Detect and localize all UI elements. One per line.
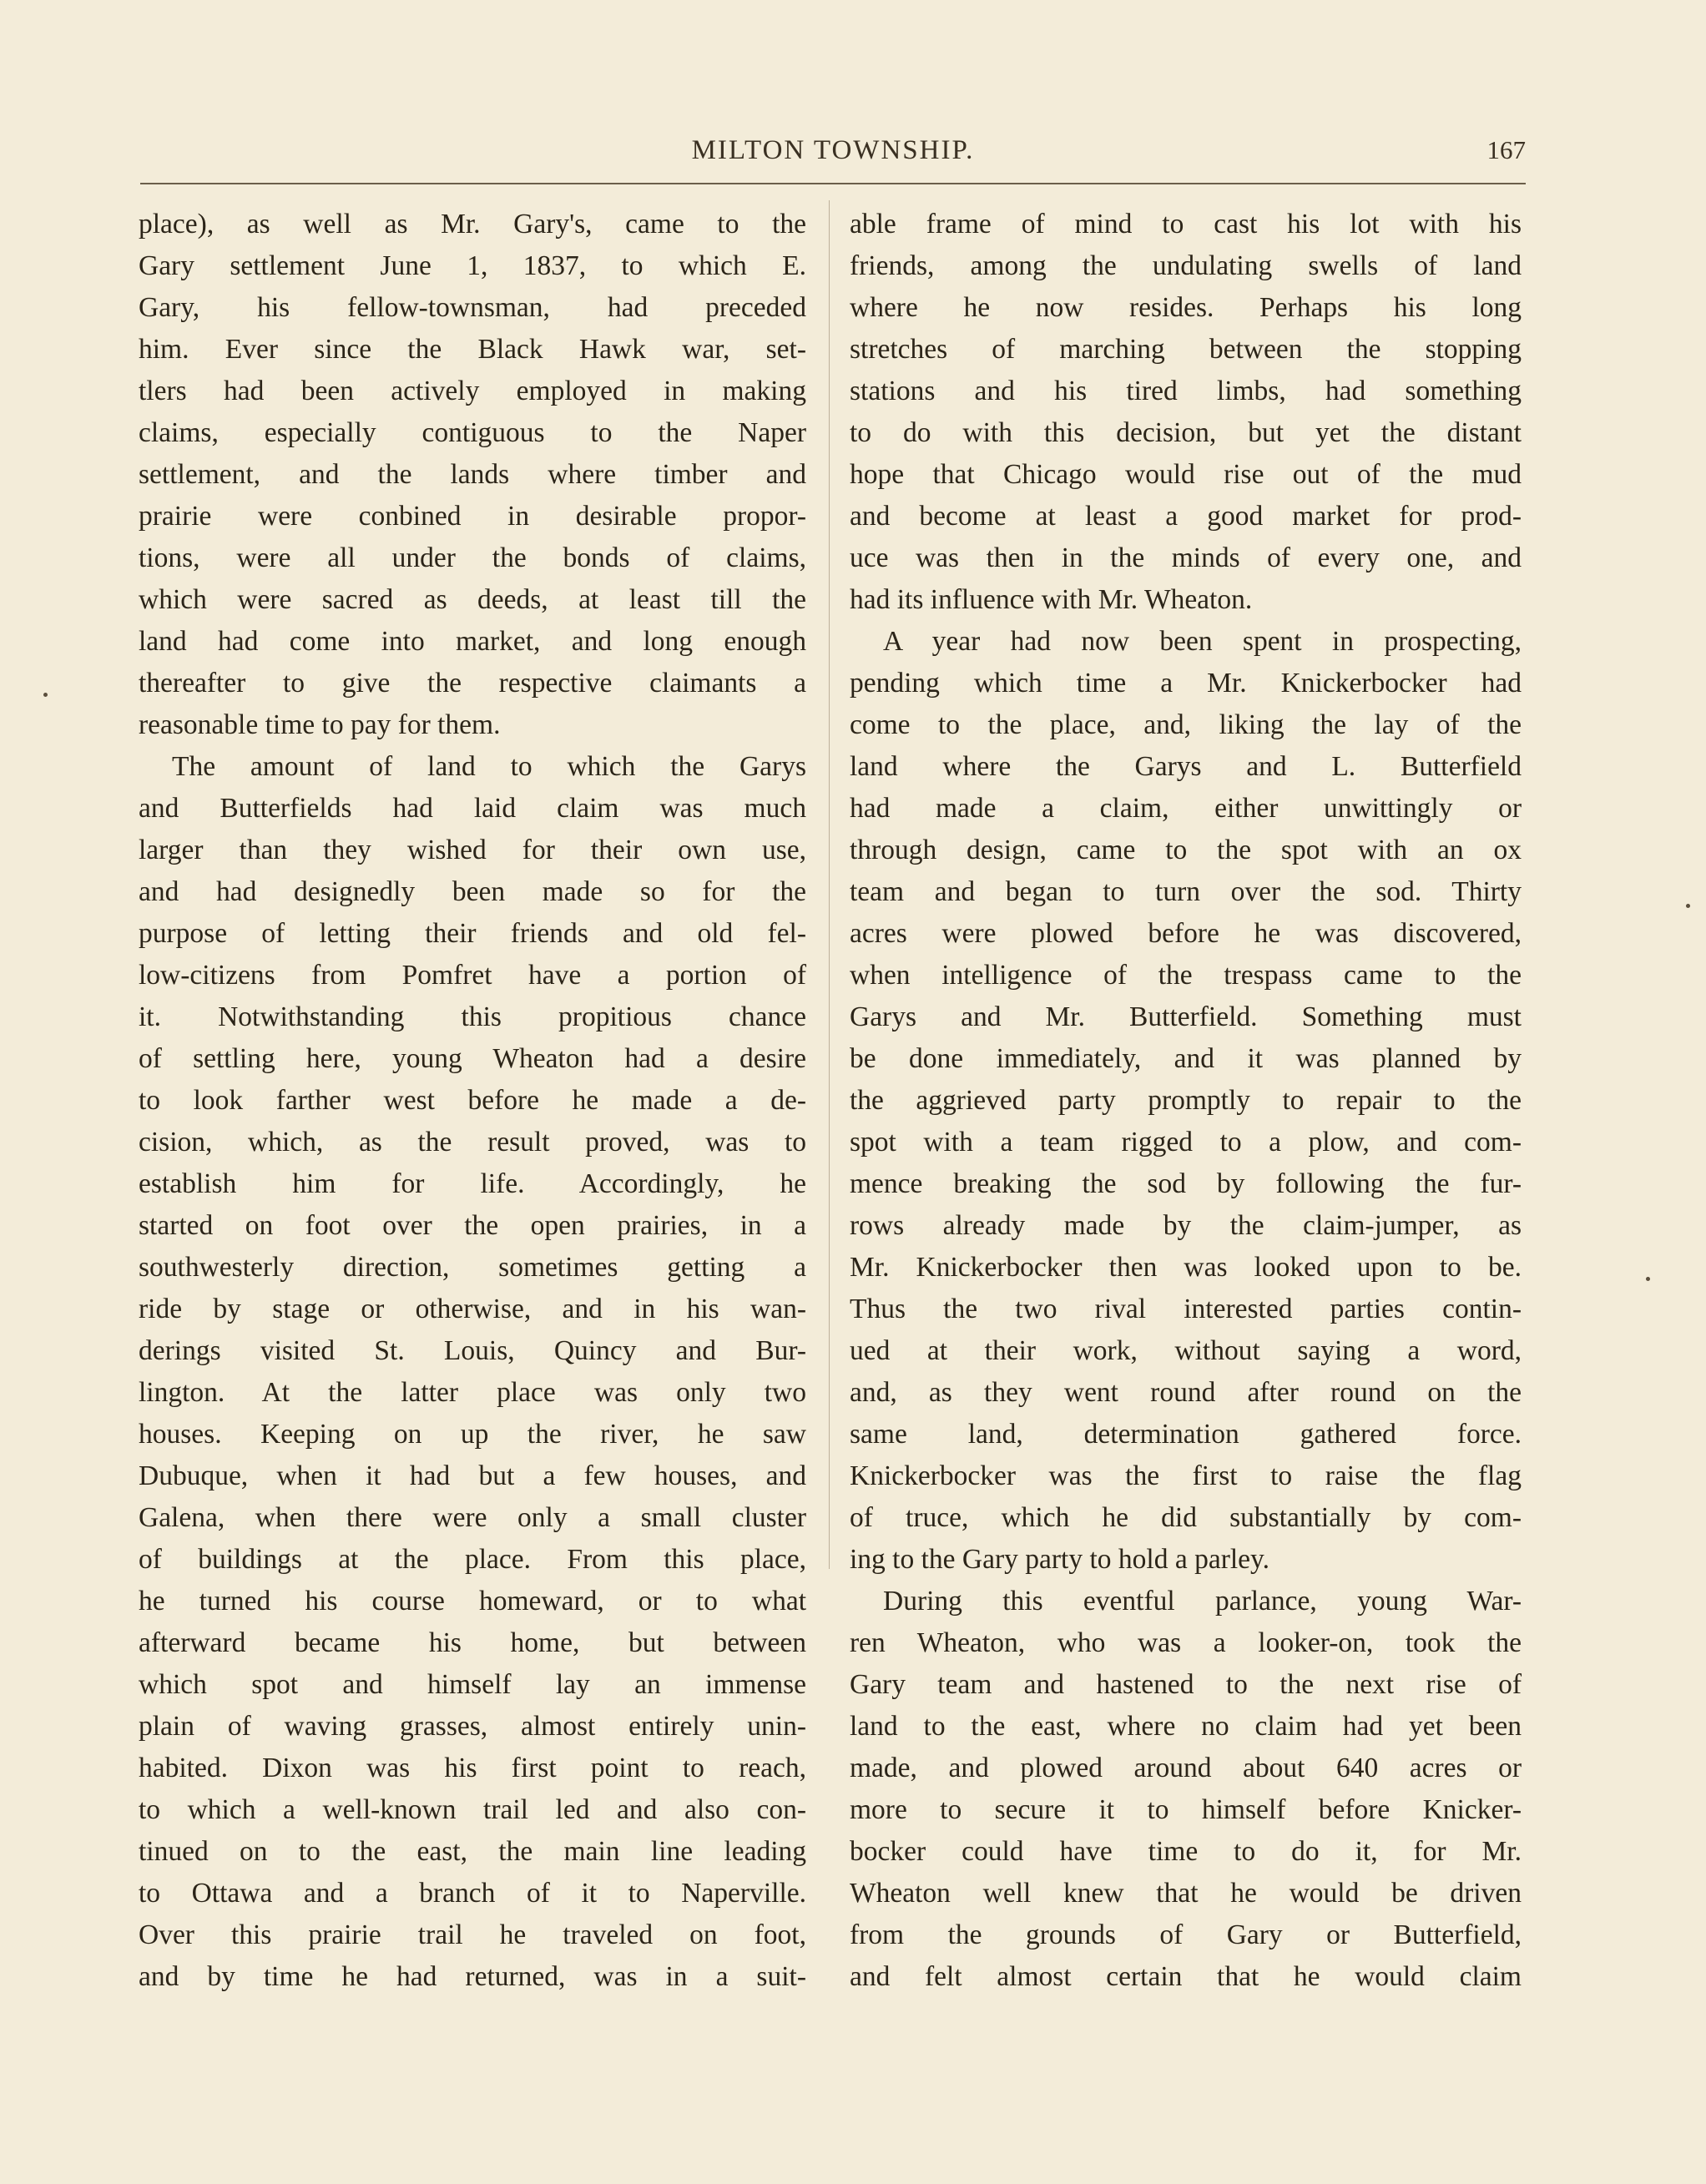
text-line: spot with a team rigged to a plow, and com- [850,1127,1522,1158]
page-header [140,135,1526,175]
text-line: habited. Dixon was his first point to reach, [139,1753,806,1783]
text-line: settlement, and the lands where timber and [139,459,806,490]
text-line: Thus the two rival interested parties contin- [850,1294,1522,1324]
text-line: During this eventful parlance, young War- [883,1586,1522,1617]
text-line: had made a claim, either unwittingly or [850,793,1522,824]
text-line: the aggrieved party promptly to repair to the [850,1085,1522,1116]
text-line: place), as well as Mr. Gary's, came to the [139,209,806,240]
text-line: where he now resides. Perhaps his long [850,292,1522,323]
text-line: to which a well-known trail led and also con- [139,1794,806,1825]
text-line: made, and plowed around about 640 acres or [850,1753,1522,1783]
text-line: ing to the Gary party to hold a parley. [850,1544,1269,1575]
text-line: and become at least a good market for prod- [850,501,1522,532]
text-line: Gary team and hastened to the next rise of [850,1669,1522,1700]
text-line: of truce, which he did substantially by com- [850,1502,1522,1533]
text-line: larger than they wished for their own use, [139,835,806,865]
text-line: plain of waving grasses, almost entirely unin- [139,1711,806,1742]
text-line: more to secure it to himself before Knicker- [850,1794,1522,1825]
text-line: A year had now been spent in prospecting, [883,626,1522,657]
text-line: come to the place, and, liking the lay of the [850,709,1522,740]
text-line: lington. At the latter place was only two [139,1377,806,1408]
text-line: low-citizens from Pomfret have a portion of [139,960,806,991]
paper-speck [43,693,48,697]
text-line: claims, especially contiguous to the Naper [139,417,806,448]
text-line: purpose of letting their friends and old fel- [139,918,806,949]
text-line: it. Notwithstanding this propitious chance [139,1001,806,1032]
text-line: ren Wheaton, who was a looker-on, took the [850,1627,1522,1658]
text-line: when intelligence of the trespass came to the [850,960,1522,991]
text-line: ued at their work, without saying a word, [850,1335,1522,1366]
text-line: and Butterfields had laid claim was much [139,793,806,824]
text-line: he turned his course homeward, or to what [139,1586,806,1617]
text-line: started on foot over the open prairies, in a [139,1210,806,1241]
text-line: The amount of land to which the Garys [172,751,806,782]
text-line: thereafter to give the respective claimants a [139,668,806,699]
text-line: mence breaking the sod by following the fur- [850,1168,1522,1199]
text-line: ride by stage or otherwise, and in his wan- [139,1294,806,1324]
text-line: and by time he had returned, was in a suit- [139,1961,806,1992]
text-line: rows already made by the claim-jumper, as [850,1210,1522,1241]
text-line: through design, came to the spot with an ox [850,835,1522,865]
text-line: and had designedly been made so for the [139,876,806,907]
text-line: hope that Chicago would rise out of the mud [850,459,1522,490]
text-line: prairie were conbined in desirable propor- [139,501,806,532]
text-line: Gary, his fellow-townsman, had preceded [139,292,806,323]
text-line: tinued on to the east, the main line leading [139,1836,806,1867]
text-line: reasonable time to pay for them. [139,709,501,740]
text-line: Galena, when there were only a small cluster [139,1502,806,1533]
text-line: to look farther west before he made a de- [139,1085,806,1116]
running-head: MILTON TOWNSHIP. [691,135,975,165]
text-line: Garys and Mr. Butterfield. Something must [850,1001,1522,1032]
text-line: establish him for life. Accordingly, he [139,1168,806,1199]
text-line: Mr. Knickerbocker then was looked upon to be. [850,1252,1522,1283]
column-divider [829,200,830,1569]
text-line: uce was then in the minds of every one, and [850,542,1522,573]
text-line: houses. Keeping on up the river, he saw [139,1419,806,1450]
text-line: had its influence with Mr. Wheaton. [850,584,1253,615]
text-line: and, as they went round after round on the [850,1377,1522,1408]
text-line: tions, were all under the bonds of claims, [139,542,806,573]
text-line: land where the Garys and L. Butterfield [850,751,1522,782]
text-line: which spot and himself lay an immense [139,1669,806,1700]
text-line: cision, which, as the result proved, was to [139,1127,806,1158]
text-line: team and began to turn over the sod. Thirty [850,876,1522,907]
text-line: same land, determination gathered force. [850,1419,1522,1450]
text-line: Over this prairie trail he traveled on foot, [139,1919,806,1950]
text-line: him. Ever since the Black Hawk war, set- [139,334,806,365]
text-line: Knickerbocker was the first to raise the flag [850,1460,1522,1491]
text-line: bocker could have time to do it, for Mr. [850,1836,1522,1867]
text-line: pending which time a Mr. Knickerbocker had [850,668,1522,699]
text-line: Gary settlement June 1, 1837, to which E. [139,250,806,281]
text-line: southwesterly direction, sometimes getting a [139,1252,806,1283]
text-line: from the grounds of Gary or Butterfield, [850,1919,1522,1950]
text-line: stations and his tired limbs, had something [850,376,1522,406]
text-line: be done immediately, and it was planned by [850,1043,1522,1074]
paper-speck [1646,1277,1650,1281]
text-line: land to the east, where no claim had yet been [850,1711,1522,1742]
text-line: to Ottawa and a branch of it to Naperville. [139,1878,806,1909]
text-line: land had come into market, and long enough [139,626,806,657]
text-line: derings visited St. Louis, Quincy and Bur- [139,1335,806,1366]
paper-speck [1686,904,1690,908]
text-line: of settling here, young Wheaton had a desire [139,1043,806,1074]
text-line: which were sacred as deeds, at least till the [139,584,806,615]
text-line: able frame of mind to cast his lot with his [850,209,1522,240]
header-rule [140,183,1526,184]
text-line: stretches of marching between the stopping [850,334,1522,365]
text-line: of buildings at the place. From this place, [139,1544,806,1575]
text-line: to do with this decision, but yet the distant [850,417,1522,448]
right-column [850,204,1522,1998]
text-line: and felt almost certain that he would claim [850,1961,1522,1992]
text-line: Wheaton well knew that he would be driven [850,1878,1522,1909]
text-line: acres were plowed before he was discovered, [850,918,1522,949]
left-column [139,204,806,1998]
text-line: friends, among the undulating swells of land [850,250,1522,281]
text-line: tlers had been actively employed in making [139,376,806,406]
text-line: afterward became his home, but between [139,1627,806,1658]
page-number: 167 [1486,135,1526,164]
text-line: Dubuque, when it had but a few houses, and [139,1460,806,1491]
